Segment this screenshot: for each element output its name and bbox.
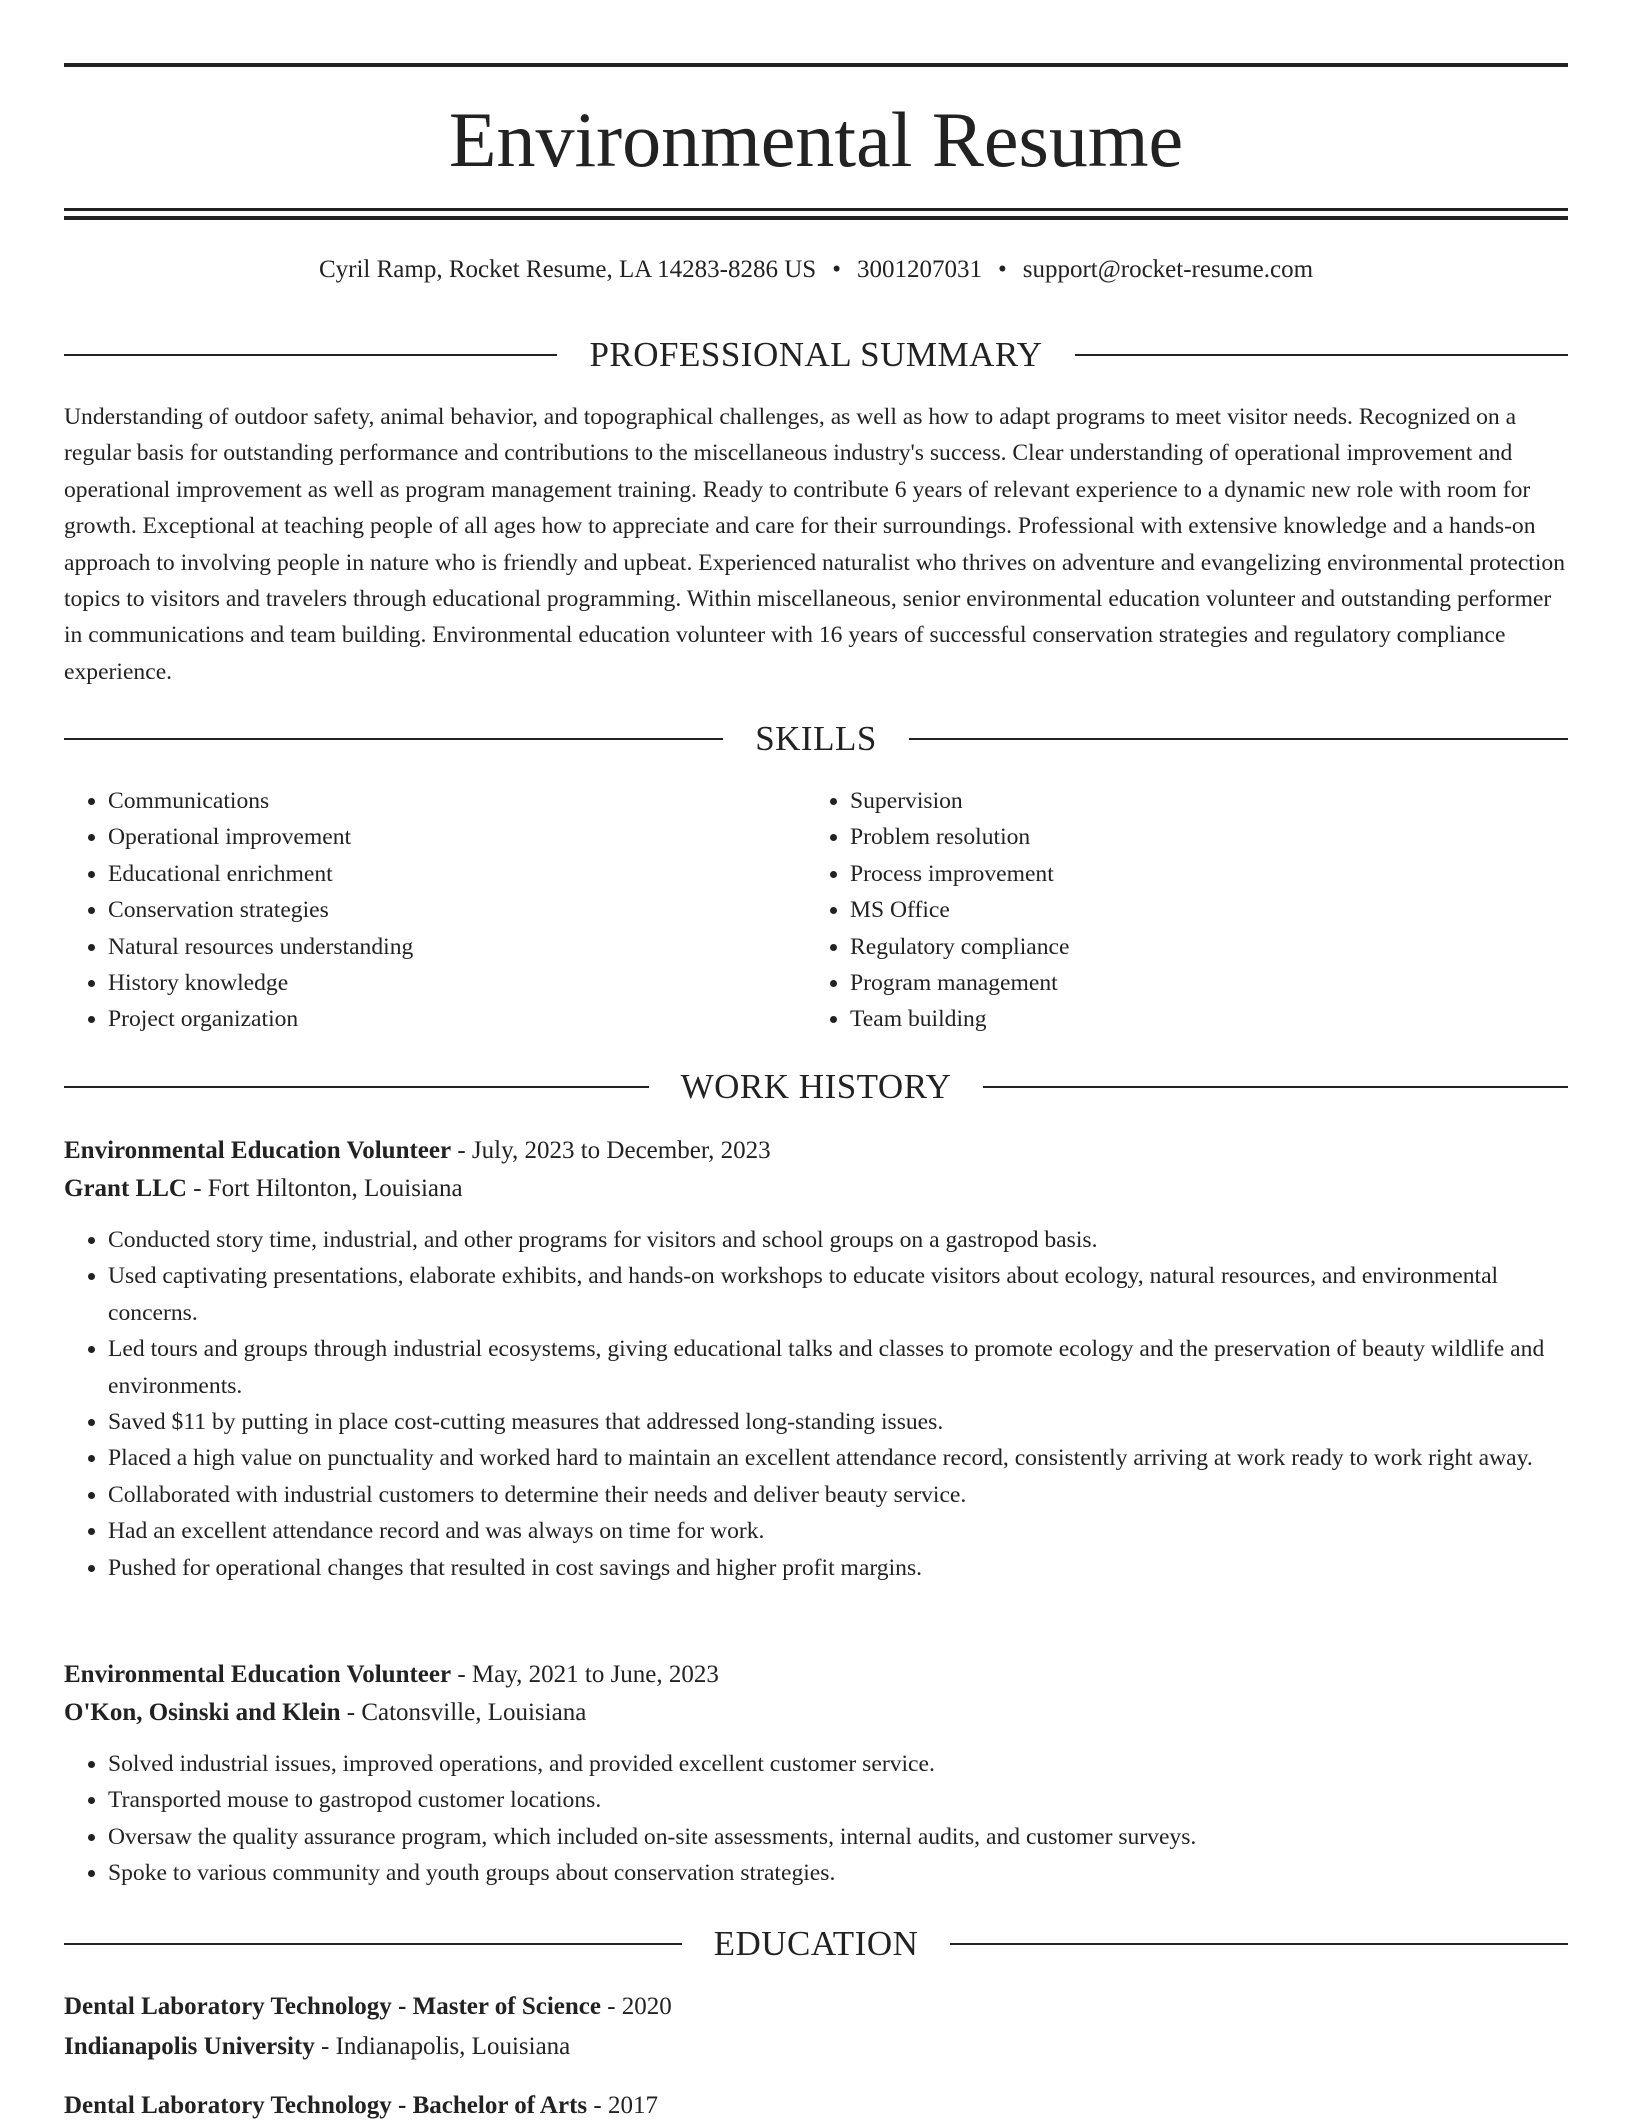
skill-item: • Team building bbox=[850, 1001, 1546, 1037]
job-bullet: • Conducted story time, industrial, and other programs for visitors and school groups on a gastropod basis. bbox=[108, 1222, 1568, 1258]
job-bullet: • Spoke to various community and youth groups about conservation strategies. bbox=[108, 1855, 1568, 1891]
job-title-line bbox=[64, 1132, 1568, 1170]
contact-email: support@rocket-resume.com bbox=[1022, 256, 1314, 283]
skill-item: • Supervision bbox=[850, 783, 1546, 819]
heading-rule-right bbox=[983, 1086, 1568, 1088]
job-company-line bbox=[64, 1170, 1568, 1208]
skill-item: • History knowledge bbox=[108, 965, 804, 1001]
work-history-heading-label: WORK HISTORY bbox=[680, 1067, 952, 1106]
job-title: Environmental Education Volunteer bbox=[64, 1137, 452, 1164]
skills-list-left bbox=[64, 783, 804, 1038]
skill-item: • Problem resolution bbox=[850, 819, 1546, 855]
skill-item: • Communications bbox=[108, 783, 804, 819]
heading-rule-left bbox=[64, 738, 723, 740]
title-double-rule-upper bbox=[64, 208, 1568, 211]
education-degree-line bbox=[64, 2086, 1568, 2126]
job-company: O'Kon, Osinski and Klein bbox=[64, 1699, 341, 1726]
job-entry bbox=[64, 1656, 1568, 1892]
skills-list-right bbox=[806, 783, 1546, 1038]
education-year: - 2020 bbox=[600, 1993, 672, 2020]
education-degree: Dental Laboratory Technology - Bachelor of Arts bbox=[64, 2092, 588, 2119]
education-heading-label: EDUCATION bbox=[713, 1924, 919, 1963]
education-degree-line bbox=[64, 1987, 1568, 2027]
job-bullet: • Oversaw the quality assurance program, which included on-site assessments, internal audits, and customer surveys. bbox=[108, 1819, 1568, 1855]
job-company: Grant LLC bbox=[64, 1175, 187, 1202]
job-company-line bbox=[64, 1694, 1568, 1732]
skills-heading-label: SKILLS bbox=[755, 719, 877, 758]
skill-item: • Project organization bbox=[108, 1001, 804, 1037]
summary-heading bbox=[64, 333, 1568, 377]
contact-phone: 3001207031 bbox=[856, 256, 982, 283]
title-double-rule-lower bbox=[64, 216, 1568, 220]
education-heading bbox=[64, 1922, 1568, 1966]
skills-column-left bbox=[64, 783, 804, 1038]
contact-address: Cyril Ramp, Rocket Resume, LA 14283-8286 US bbox=[318, 256, 817, 283]
contact-line bbox=[64, 254, 1568, 286]
skill-item: • Natural resources understanding bbox=[108, 929, 804, 965]
job-bullet: • Transported mouse to gastropod customer locations. bbox=[108, 1782, 1568, 1818]
skill-item: • Conservation strategies bbox=[108, 892, 804, 928]
contact-separator: • bbox=[832, 256, 841, 283]
education-entry bbox=[64, 1987, 1568, 2067]
contact-separator: • bbox=[997, 256, 1007, 283]
skill-item: • Program management bbox=[850, 965, 1546, 1001]
job-bullet: • Had an excellent attendance record and was always on time for work. bbox=[108, 1513, 1568, 1549]
job-title-line bbox=[64, 1656, 1568, 1694]
education-school: Indianapolis University bbox=[64, 2033, 315, 2060]
job-bullet: • Pushed for operational changes that resulted in cost savings and higher profit margins. bbox=[108, 1550, 1568, 1586]
education-location: - Indianapolis, Louisiana bbox=[314, 2033, 571, 2060]
education-degree: Dental Laboratory Technology - Master of Science bbox=[64, 1993, 601, 2020]
heading-rule-right bbox=[1075, 354, 1568, 356]
skill-item: • Educational enrichment bbox=[108, 856, 804, 892]
skill-item: • Process improvement bbox=[850, 856, 1546, 892]
summary-heading-label: PROFESSIONAL SUMMARY bbox=[589, 335, 1043, 374]
skill-item: • Regulatory compliance bbox=[850, 929, 1546, 965]
job-entry bbox=[64, 1132, 1568, 1586]
job-bullet: • Saved $11 by putting in place cost-cutting measures that addressed long-standing issues. bbox=[108, 1404, 1568, 1440]
heading-rule-right bbox=[909, 738, 1568, 740]
skill-item: • Operational improvement bbox=[108, 819, 804, 855]
job-dates: - July, 2023 to December, 2023 bbox=[451, 1137, 771, 1164]
job-bullets bbox=[64, 1746, 1568, 1892]
job-bullet: • Solved industrial issues, improved operations, and provided excellent customer service. bbox=[108, 1746, 1568, 1782]
job-location: - Catonsville, Louisiana bbox=[340, 1699, 587, 1726]
resume-title: Environmental Resume bbox=[448, 96, 1184, 183]
heading-rule-left bbox=[64, 1943, 682, 1945]
job-bullet: • Collaborated with industrial customers to determine their needs and deliver beauty service. bbox=[108, 1477, 1568, 1513]
heading-rule-left bbox=[64, 354, 557, 356]
job-title: Environmental Education Volunteer bbox=[64, 1661, 452, 1688]
education-school-line bbox=[64, 2027, 1568, 2067]
job-bullet: • Placed a high value on punctuality and worked hard to maintain an excellent attendance record, consistently arriving at work ready to work right away. bbox=[108, 1440, 1568, 1476]
job-location: - Fort Hiltonton, Louisiana bbox=[186, 1175, 463, 1202]
top-rule bbox=[64, 63, 1568, 67]
education-year: - 2017 bbox=[587, 2092, 658, 2119]
job-bullets bbox=[64, 1222, 1568, 1586]
job-bullet: • Led tours and groups through industrial ecosystems, giving educational talks and classes to promote ecology and the preservation of beauty wildlife and environments. bbox=[108, 1331, 1568, 1404]
summary-text: Understanding of outdoor safety, animal behavior, and topographical challenges, as well as how to adapt programs to meet visitor needs. Recognized on a regular basis for outstanding performance and contributions to the miscellaneous industry's success. Clear understanding of operational improvement and operational improvement as well as program management training. Ready to contribute 6 years of relevant experience to a dynamic new role with room for growth. Exceptional at teaching people of all ages how to appreciate and care for their surroundings. Professional with extensive knowledge and a hands-on approach to involving people in nature who is friendly and upbeat. Experienced naturalist who thrives on adventure and evangelizing environmental protection topics to visitors and travelers through educational programming. Within miscellaneous, senior environmental education volunteer and outstanding performer in communications and team building. Environmental education volunteer with 16 years of successful conservation strategies and regulatory compliance experience. bbox=[64, 404, 1566, 685]
education-entry bbox=[64, 2086, 1568, 2126]
job-dates: - May, 2021 to June, 2023 bbox=[451, 1661, 719, 1688]
skills-heading bbox=[64, 717, 1568, 761]
job-bullet: • Used captivating presentations, elaborate exhibits, and hands-on workshops to educate visitors about ecology, natural resources, and environmental concerns. bbox=[108, 1258, 1568, 1331]
heading-rule-right bbox=[950, 1943, 1568, 1945]
skill-item: • MS Office bbox=[850, 892, 1546, 928]
heading-rule-left bbox=[64, 1086, 649, 1088]
work-history-heading bbox=[64, 1065, 1568, 1109]
skills-column-right bbox=[806, 783, 1546, 1038]
